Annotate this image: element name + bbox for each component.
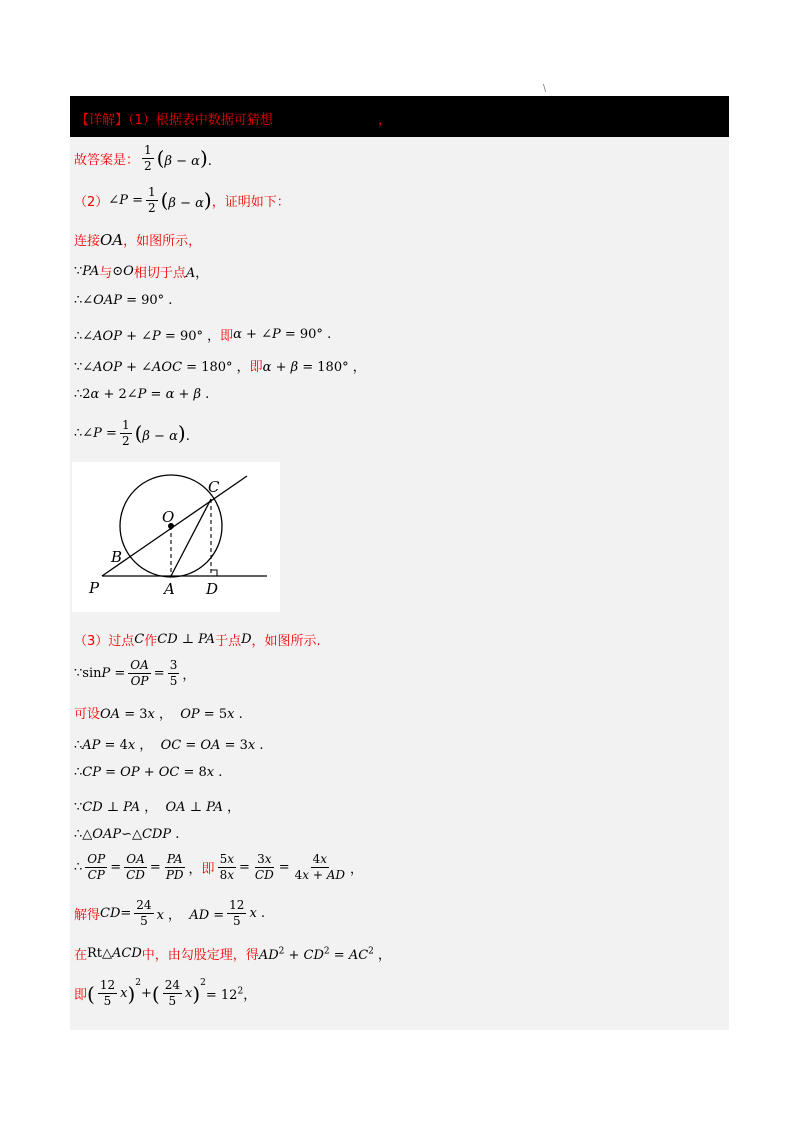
equation-line: 即 ( $\frac{12}{5}$ x ) $^2$ + ( $\frac{24}{5}$ x ) $^2$ = $12^2$，: [74, 978, 257, 1008]
angle-sum-line: ∴∠AOP + ∠P = 90° ， 即 α + ∠P = 90° .: [74, 327, 332, 344]
ap-line: ∴AP = 4x ， OC = OA = 3x .: [74, 738, 264, 753]
label-p: P: [89, 579, 100, 597]
corner-mark: \: [543, 84, 547, 94]
angle-oap-line: ∴∠OAP = 90° .: [74, 293, 173, 308]
label-d: D: [206, 580, 219, 598]
double-angle-line: ∴2α + 2∠P = α + β .: [74, 387, 210, 402]
secant-pc: [102, 476, 247, 576]
ratio-line: ∴ $\frac{OP}{CP}$ = $\frac{OA}{CD}$ = $\frac{PA}{PD}$ ， 即 $\frac{5x}{8x}$ = $\frac{3x}{CD}$ = $\frac{4x}{4x + AD}$ ，: [74, 852, 364, 882]
sine-line: ∵sinP = $\frac{OA}{OP}$ = $\frac{3}{5}$ ，: [74, 658, 196, 688]
answer-line-1: 故答案是： $\frac{1}{2}$ (β − α).: [74, 143, 212, 173]
circle-tangent-diagram: [72, 462, 280, 612]
supplementary-line: ∵∠AOP + ∠AOC = 180° ， 即 α + β = 180° ，: [74, 360, 366, 375]
connect-oa-line: 连接 OA ，如图所示，: [74, 230, 202, 249]
perpendicular-line: ∵CD ⊥ PA ， OA ⊥ PA ，: [74, 800, 241, 815]
label-a: A: [164, 580, 175, 598]
solution-header-dot: ，: [378, 113, 392, 128]
solve-line: 解得 CD = $\frac{24}{5}$ x ， AD = $\frac{12}{5}$ x .: [74, 898, 266, 928]
label-o: O: [162, 508, 175, 526]
tangent-line: ∵PA 与 ⊙O 相切于点 A，: [74, 264, 209, 281]
right-angle-mark: [211, 570, 217, 576]
cp-line: ∴CP = OP + OC = 8x .: [74, 765, 223, 780]
label-b: B: [111, 548, 123, 566]
pythagoras-line: 在 Rt△ACD 中，由勾股定理，得 $AD^2 + CD^2 = AC^2$ ，: [74, 946, 392, 963]
similar-line: ∴△OAP∽△CDP .: [74, 827, 180, 842]
solution-header-label: 【详解】（1）根据表中数据可猜想: [76, 113, 273, 128]
assume-line: 可设 OA = 3x ， OP = 5x .: [74, 707, 243, 722]
label-c: C: [208, 478, 220, 496]
part3-statement: （3）过点 C 作 CD ⊥ PA 于点 D ，如图所示.: [74, 632, 321, 649]
part2-statement: （2） ∠P = $\frac{1}{2}$ (β − α) ，证明如下：: [74, 185, 290, 215]
conclusion-part2-line: ∴∠P = $\frac{1}{2}$ (β − α).: [74, 418, 190, 448]
geometry-figure: [72, 462, 280, 612]
